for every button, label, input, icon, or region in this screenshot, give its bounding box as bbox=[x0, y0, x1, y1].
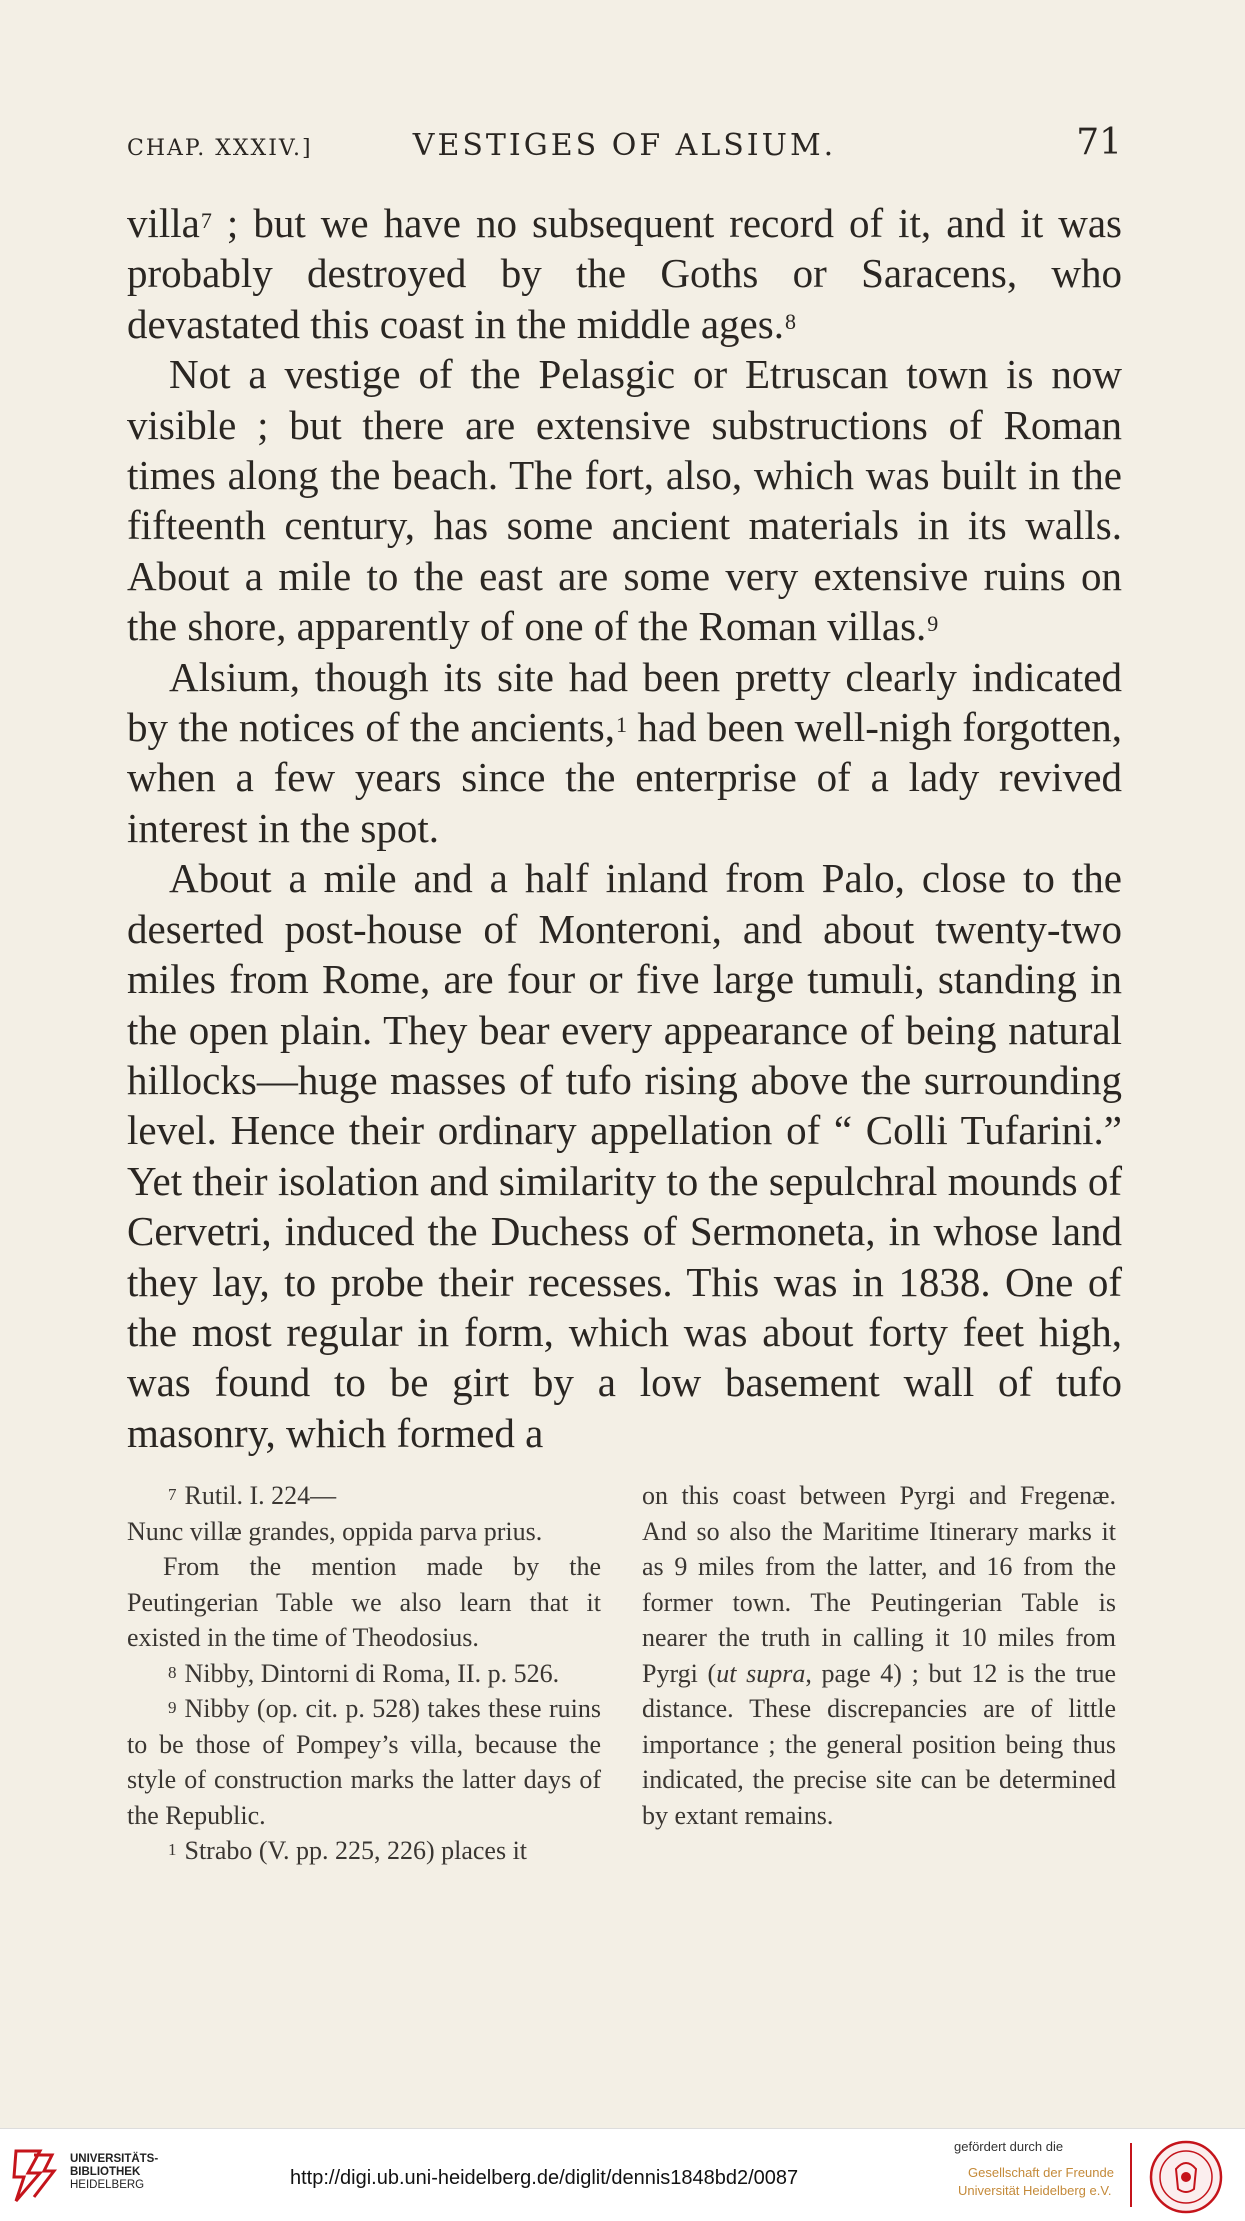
running-header bbox=[127, 118, 1122, 168]
page-number: 71 bbox=[1076, 122, 1122, 163]
footnote-mark: 7 bbox=[168, 1485, 177, 1504]
society-name-line: Universität Heidelberg e.V. bbox=[958, 2183, 1112, 2198]
divider bbox=[1130, 2143, 1132, 2207]
digitization-footer bbox=[0, 2128, 1245, 2221]
footnote-italic: ut supra bbox=[716, 1658, 806, 1688]
paragraph-2 bbox=[127, 349, 1122, 651]
footnote-text: Nibby, Dintorni di Roma, II. p. 526. bbox=[184, 1658, 560, 1688]
chapter-label: CHAP. XXXIV.] bbox=[127, 136, 313, 161]
paragraph-text: Alsium, though its site had been pretty clearly indicated by the notices of the ancients, bbox=[127, 653, 1122, 751]
page-title: VESTIGES OF ALSIUM. bbox=[412, 128, 837, 163]
footnote-7-quote: Nunc villæ grandes, oppida parva prius. bbox=[127, 1516, 543, 1546]
footnote-mark: 8 bbox=[168, 1662, 177, 1682]
footnote-text: , page 4) ; but 12 is the true distance. These discrepancies are of little importance ; the general position being thus indicated, the precise site can be determined by extant remains. bbox=[642, 1658, 1116, 1830]
footnotes-right-column bbox=[642, 1478, 1116, 1833]
footnote-text: on this coast between Pyrgi and Fregenæ. And so also the Maritime Itinerary marks it as 9 miles from the latter, and 16 from the former town. The Peutingerian Table is nearer the truth in calling it 10 miles from Pyrgi ( bbox=[642, 1481, 1116, 1688]
footnote-7-cont: From the mention made by the Peutingerian Table we also learn that it existed in the time of Theodosius. bbox=[127, 1552, 601, 1652]
funded-by-label: gefördert durch die bbox=[954, 2139, 1064, 2154]
library-name-line: BIBLIOTHEK bbox=[70, 2166, 141, 2178]
paragraph-text: had been well-nigh forgotten, when a few years since the enterprise of a lady revived interest in the spot. bbox=[127, 704, 1122, 851]
footnote-9 bbox=[127, 1691, 601, 1833]
footnote-1-cont bbox=[642, 1478, 1116, 1833]
paragraph-4: About a mile and a half inland from Palo, close to the deserted post-house of Monteroni, and about twenty-two miles from Rome, are four or five large tumuli, standing in the open plain. They bear every appearance of being natural hillocks—huge masses of tufo rising above the surrounding level. Hence their ordinary appellation of “ Colli Tufarini.” Yet their isolation and similarity to the sepulchral mounds of Cervetri, induced the Duchess of Sermoneta, in whose land they lay, to probe their recesses. This was in 1838. One of the most regular in form, which was about forty feet high, was found to be girt by a low basement wall of tufo masonry, which formed a bbox=[127, 855, 1122, 1456]
footnote-7 bbox=[127, 1478, 601, 1514]
library-name bbox=[70, 2153, 158, 2192]
paragraph-text: ; but we have no subsequent record of it, and it was probably destroyed by the Goths or Saracens, who devastated this coast in the middle ages. bbox=[127, 200, 1122, 347]
footnote-mark: 9 bbox=[168, 1698, 177, 1717]
footnote-text: Rutil. I. 224— bbox=[184, 1481, 337, 1510]
footnote-8 bbox=[127, 1656, 601, 1692]
paragraph-text: Not a vestige of the Pelasgic or Etruscan town is now visible ; but there are extensive substructions of Roman times along the beach. The fort, also, which was built in the fifteenth century, has some ancient materials in its walls. About a mile to the east are some very extensive ruins on the shore, apparently of one of the Roman villas. bbox=[127, 351, 1122, 650]
library-logo-icon bbox=[10, 2143, 58, 2207]
footnote-1 bbox=[127, 1833, 601, 1869]
footnote-ref: 7 bbox=[200, 208, 212, 233]
footnote-text: Nibby (op. cit. p. 528) takes these ruins to be those of Pompey’s villa, because the style of construction marks the latter days of the Republic. bbox=[127, 1694, 601, 1830]
library-name-line: UNIVERSITÄTS- bbox=[70, 2153, 159, 2165]
footnote-mark: 1 bbox=[168, 1840, 177, 1859]
paragraph-1 bbox=[127, 198, 1122, 349]
footnotes-left-column bbox=[127, 1478, 601, 1869]
library-name-line: HEIDELBERG bbox=[70, 2179, 145, 2191]
footnote-text: Strabo (V. pp. 225, 226) places it bbox=[184, 1836, 528, 1865]
main-text bbox=[127, 198, 1122, 1458]
footnote-ref: 8 bbox=[784, 308, 796, 334]
paragraph-3 bbox=[127, 652, 1122, 854]
footnote-ref: 9 bbox=[927, 611, 939, 637]
paragraph-text: villa bbox=[127, 200, 200, 246]
society-name-line: Gesellschaft der Freunde bbox=[968, 2165, 1114, 2180]
university-seal-icon bbox=[1148, 2139, 1224, 2215]
permalink-url[interactable]: http://digi.ub.uni-heidelberg.de/diglit/dennis1848bd2/0087 bbox=[290, 2167, 799, 2189]
footnote-ref: 1 bbox=[615, 712, 627, 738]
